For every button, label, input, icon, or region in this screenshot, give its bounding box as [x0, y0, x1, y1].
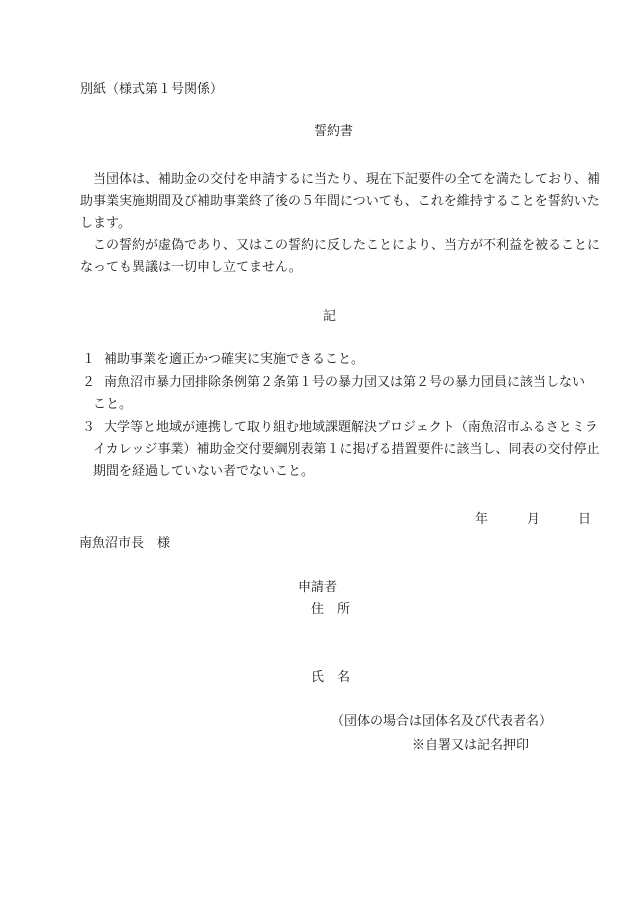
requirement-item-3: [80, 417, 600, 483]
requirement-number: ２: [82, 375, 96, 390]
requirement-number: １: [82, 352, 96, 367]
paragraph-no-objection: [80, 235, 601, 279]
requirement-item-1: [80, 349, 600, 371]
document-title: 誓約書: [314, 124, 354, 139]
requirement-text: こと。: [93, 397, 133, 412]
address-label: 住 所: [311, 602, 351, 617]
name-note: （団体の場合は団体名及び代表者名）: [331, 714, 553, 729]
paragraph-line: なっても異議は一切申し立てません。: [80, 260, 302, 275]
addressee: 南魚沼市長 様: [79, 536, 171, 551]
requirement-text: 期間を経過していない者でないこと。: [93, 464, 315, 479]
applicant-label: 申請者: [298, 580, 338, 595]
paragraph-line: します。: [80, 216, 131, 231]
paragraph-line: この誓約が虚偽であり、又はこの誓約に反したことにより、当方が不利益を被ることに: [80, 238, 601, 253]
date-day-label: 日: [578, 512, 592, 527]
requirement-number: ３: [82, 420, 96, 435]
requirement-text: 補助事業を適正かつ確実に実施できること。: [104, 352, 365, 367]
ki-heading: 記: [323, 309, 337, 324]
paragraph-line: 当団体は、補助金の交付を申請するに当たり、現在下記要件の全てを満たしており、補: [80, 172, 601, 187]
requirement-item-2: [80, 372, 600, 416]
attachment-label: 別紙（様式第１号関係）: [80, 82, 224, 97]
paragraph-pledge: [80, 169, 601, 235]
date-year-label: 年: [475, 512, 489, 527]
requirement-text: イカレッジ事業）補助金交付要綱別表第１に掲げる措置要件に該当し、同表の交付停止: [93, 442, 600, 457]
date-month-label: 月: [527, 512, 541, 527]
name-label: 氏 名: [311, 670, 351, 685]
signature-note: ※自署又は記名押印: [412, 738, 530, 753]
requirement-text: 大学等と地域が連携して取り組む地域課題解決プロジェクト（南魚沼市ふるさとミラ: [104, 420, 598, 435]
paragraph-line: 助事業実施期間及び補助事業終了後の５年間についても、これを維持することを誓約いた: [80, 194, 600, 209]
requirement-text: 南魚沼市暴力団排除条例第２条第１号の暴力団又は第２号の暴力団員に該当しない: [104, 375, 586, 390]
